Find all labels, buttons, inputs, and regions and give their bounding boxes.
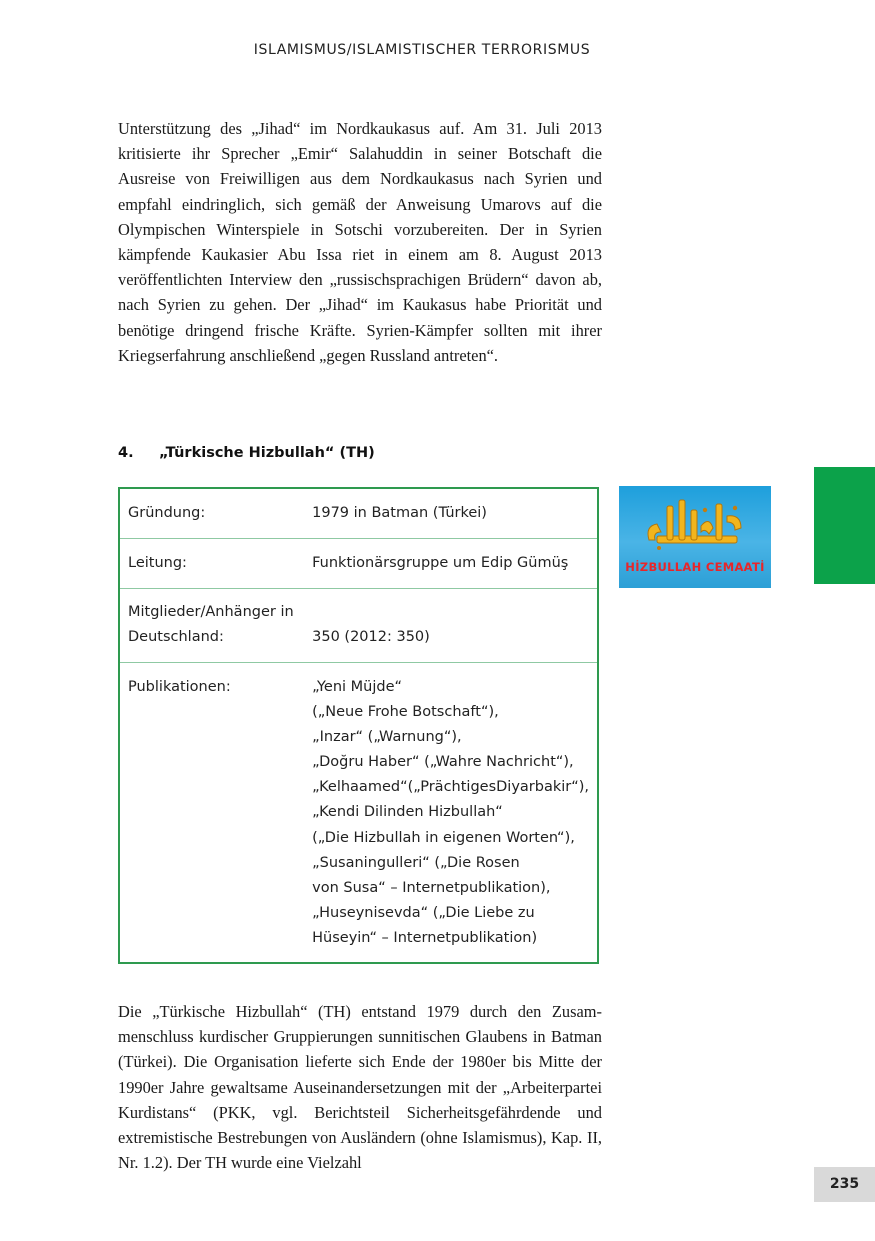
- members-label-line: Deutschland:: [128, 629, 224, 645]
- leadership-label: Leitung:: [119, 539, 304, 589]
- publication-line: „Huseynisevda“ („Die Liebe zu: [312, 904, 535, 921]
- leadership-value: Funktionärsgruppe um Edip Gümüş: [304, 539, 598, 589]
- publication-line: Hüseyin“ – Internetpublikation): [312, 929, 538, 946]
- members-value: 350 (2012: 350): [304, 589, 598, 663]
- publication-line: „Doğru Haber“ („Wahre Nachricht“),: [312, 754, 574, 771]
- body-paragraph: Die „Türkische Hizbullah“ (TH) entstand 1979 durch den Zusammenschluss kurdischer Gruppierungen sunnitischen Glaubens in Batman (Türkei). Die Organisation lieferte sich Ende der 1980er bis Mitte der 1990er Jahre gewaltsame Auseinandersetzungen mit der „Arbeiterpartei Kurdistans“ (PKK, vgl. Berichtsteil Sicherheitsgefährdende und extremistische Bestrebungen von Ausländern (ohne Islamismus), Kap. II, Nr. 1.2). Der TH wurde eine Vielzahl: [118, 1002, 602, 1173]
- publications-label: Publikationen:: [128, 679, 231, 695]
- publication-line: „Kelhaamed“(„PrächtigesDiyarbakir“),: [312, 779, 589, 796]
- publication-line: von Susa“ – Internetpublikation),: [312, 879, 551, 896]
- logo-caption: HİZBULLAH CEMAATİ: [625, 560, 765, 574]
- running-header: ISLAMISMUS/ISLAMISTISCHER TERRORISMUS: [253, 42, 591, 58]
- table-row-members: [119, 589, 598, 663]
- publication-line: „Kendi Dilinden Hizbullah“: [312, 804, 503, 821]
- publication-line: („Neue Frohe Botschaft“),: [312, 704, 499, 721]
- section-number: 4.: [118, 445, 134, 461]
- members-label: [119, 589, 304, 663]
- publication-line: „Susaningulleri“ („Die Rosen: [312, 854, 520, 871]
- founding-label: Gründung:: [119, 488, 304, 539]
- members-label-line: Mitglieder/Anhänger in: [128, 604, 294, 620]
- table-row-founding: [119, 488, 598, 539]
- section-heading: [118, 445, 602, 461]
- founding-value: 1979 in Batman (Türkei): [304, 488, 598, 539]
- publication-line: „Inzar“ („Warnung“),: [312, 729, 462, 746]
- organization-fact-table: [118, 487, 599, 964]
- publication-line: „Yeni Müjde“: [312, 679, 403, 695]
- table-row-publications: [119, 663, 598, 964]
- table-row-leadership: [119, 539, 598, 589]
- section-title: „Türkische Hizbullah“ (TH): [159, 445, 375, 461]
- hizbullah-logo: [619, 486, 771, 588]
- intro-paragraph: Unterstützung des „Jihad“ im Nordkaukasus auf. Am 31. Juli 2013 kritisierte ihr Sprecher „Emir“ Salahuddin in seiner Botschaft die Ausreise von Freiwilligen aus dem Nordkaukasus nach Syrien und empfahl eindringlich, sich gemäß der Anweisung Umarovs auf die Olympischen Winterspiele in Sotschi vorzubereiten. Der in Syrien kämpfende Kaukasier Abu Issa riet in einem am 8. August 2013 veröffentlichten Interview den „russischsprachigen Brüdern“ davon ab, nach Syrien zu gehen. Der „Jihad“ im Kaukasus habe Priorität und benötige dringend frische Kräfte. Syrien-Kämpfer sollten mit ihrer Kriegserfahrung anschließend „gegen Russland antreten“.: [118, 119, 602, 365]
- chapter-tab-marker: [814, 467, 875, 584]
- publications-list: [304, 663, 598, 964]
- publication-line: („Die Hizbullah in eigenen Worten“),: [312, 829, 575, 846]
- page-number: 235: [814, 1167, 875, 1202]
